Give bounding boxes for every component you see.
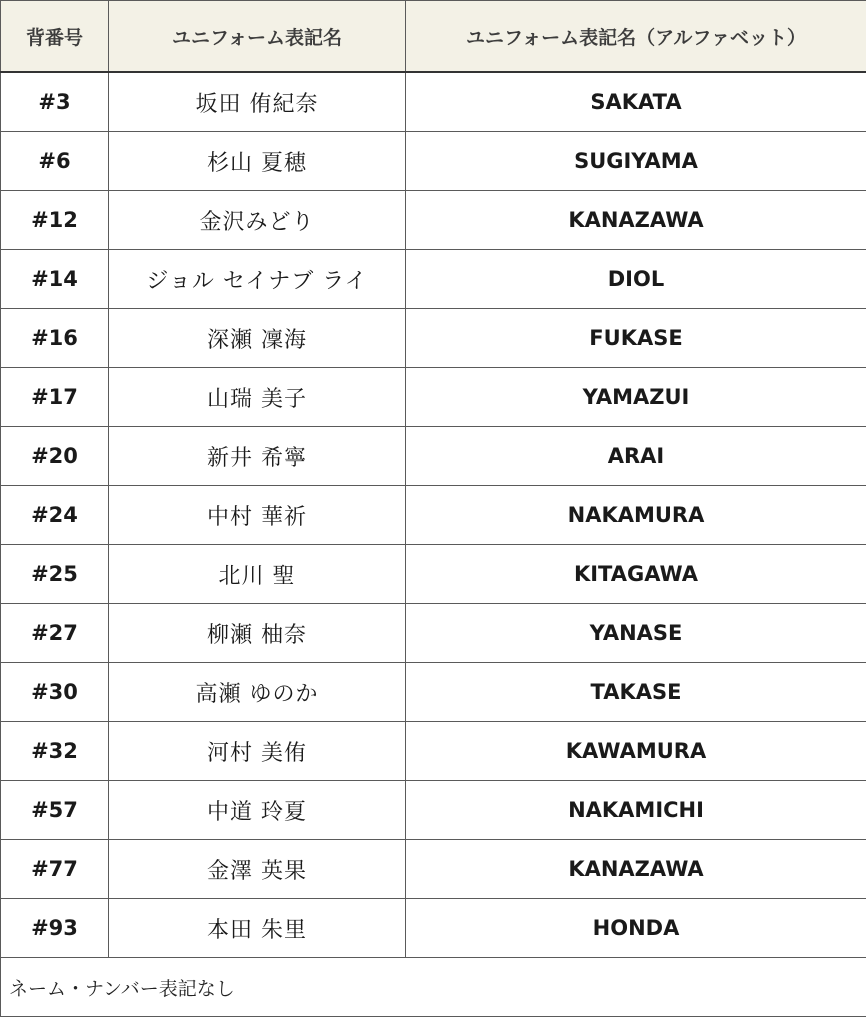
player-name: 杉山 夏穂 [109, 132, 406, 191]
player-number: #57 [1, 781, 109, 840]
header-row [1, 1, 866, 73]
player-number: #6 [1, 132, 109, 191]
table-row [1, 604, 866, 663]
table-row [1, 132, 866, 191]
table-body [1, 72, 866, 1017]
player-name: 中村 華祈 [109, 486, 406, 545]
player-name-alphabet: KANAZAWA [406, 191, 866, 250]
player-name-alphabet: NAKAMURA [406, 486, 866, 545]
player-number: #20 [1, 427, 109, 486]
table-row [1, 427, 866, 486]
table-row [1, 250, 866, 309]
player-name: 坂田 侑紀奈 [109, 72, 406, 132]
table-row [1, 368, 866, 427]
table-row [1, 309, 866, 368]
player-name-alphabet: KITAGAWA [406, 545, 866, 604]
player-name-alphabet: ARAI [406, 427, 866, 486]
player-name-alphabet: SAKATA [406, 72, 866, 132]
player-name: 新井 希寧 [109, 427, 406, 486]
header-number: 背番号 [1, 1, 109, 73]
player-name: 中道 玲夏 [109, 781, 406, 840]
player-name-alphabet: DIOL [406, 250, 866, 309]
player-number: #12 [1, 191, 109, 250]
table-header [1, 1, 866, 73]
footnote-row [1, 958, 866, 1017]
player-number: #16 [1, 309, 109, 368]
header-uniform-name: ユニフォーム表記名 [109, 1, 406, 73]
player-name-alphabet: HONDA [406, 899, 866, 958]
player-name: 金澤 英果 [109, 840, 406, 899]
table-row [1, 486, 866, 545]
player-name-alphabet: NAKAMICHI [406, 781, 866, 840]
player-name-alphabet: SUGIYAMA [406, 132, 866, 191]
player-number: #3 [1, 72, 109, 132]
table-row [1, 722, 866, 781]
player-name: 北川 聖 [109, 545, 406, 604]
player-number: #32 [1, 722, 109, 781]
table-row [1, 72, 866, 132]
header-uniform-name-alphabet: ユニフォーム表記名（アルファベット） [406, 1, 866, 73]
table-row [1, 191, 866, 250]
player-name: 柳瀬 柚奈 [109, 604, 406, 663]
player-number: #25 [1, 545, 109, 604]
player-name-alphabet: KAWAMURA [406, 722, 866, 781]
player-number: #30 [1, 663, 109, 722]
player-number: #27 [1, 604, 109, 663]
player-name: 本田 朱里 [109, 899, 406, 958]
table-row [1, 840, 866, 899]
player-name: 高瀬 ゆのか [109, 663, 406, 722]
player-name: 山瑞 美子 [109, 368, 406, 427]
player-number: #24 [1, 486, 109, 545]
table-row [1, 545, 866, 604]
footnote-text: ネーム・ナンバー表記なし [1, 958, 866, 1017]
player-name: 深瀬 凜海 [109, 309, 406, 368]
player-name: 河村 美侑 [109, 722, 406, 781]
player-name: ジョル セイナブ ライ [109, 250, 406, 309]
player-number: #93 [1, 899, 109, 958]
player-name: 金沢みどり [109, 191, 406, 250]
player-name-alphabet: KANAZAWA [406, 840, 866, 899]
table-row [1, 899, 866, 958]
player-number: #17 [1, 368, 109, 427]
player-name-alphabet: YAMAZUI [406, 368, 866, 427]
player-number: #77 [1, 840, 109, 899]
player-name-alphabet: TAKASE [406, 663, 866, 722]
player-name-alphabet: FUKASE [406, 309, 866, 368]
table-row [1, 663, 866, 722]
table-row [1, 781, 866, 840]
player-number: #14 [1, 250, 109, 309]
player-name-alphabet: YANASE [406, 604, 866, 663]
